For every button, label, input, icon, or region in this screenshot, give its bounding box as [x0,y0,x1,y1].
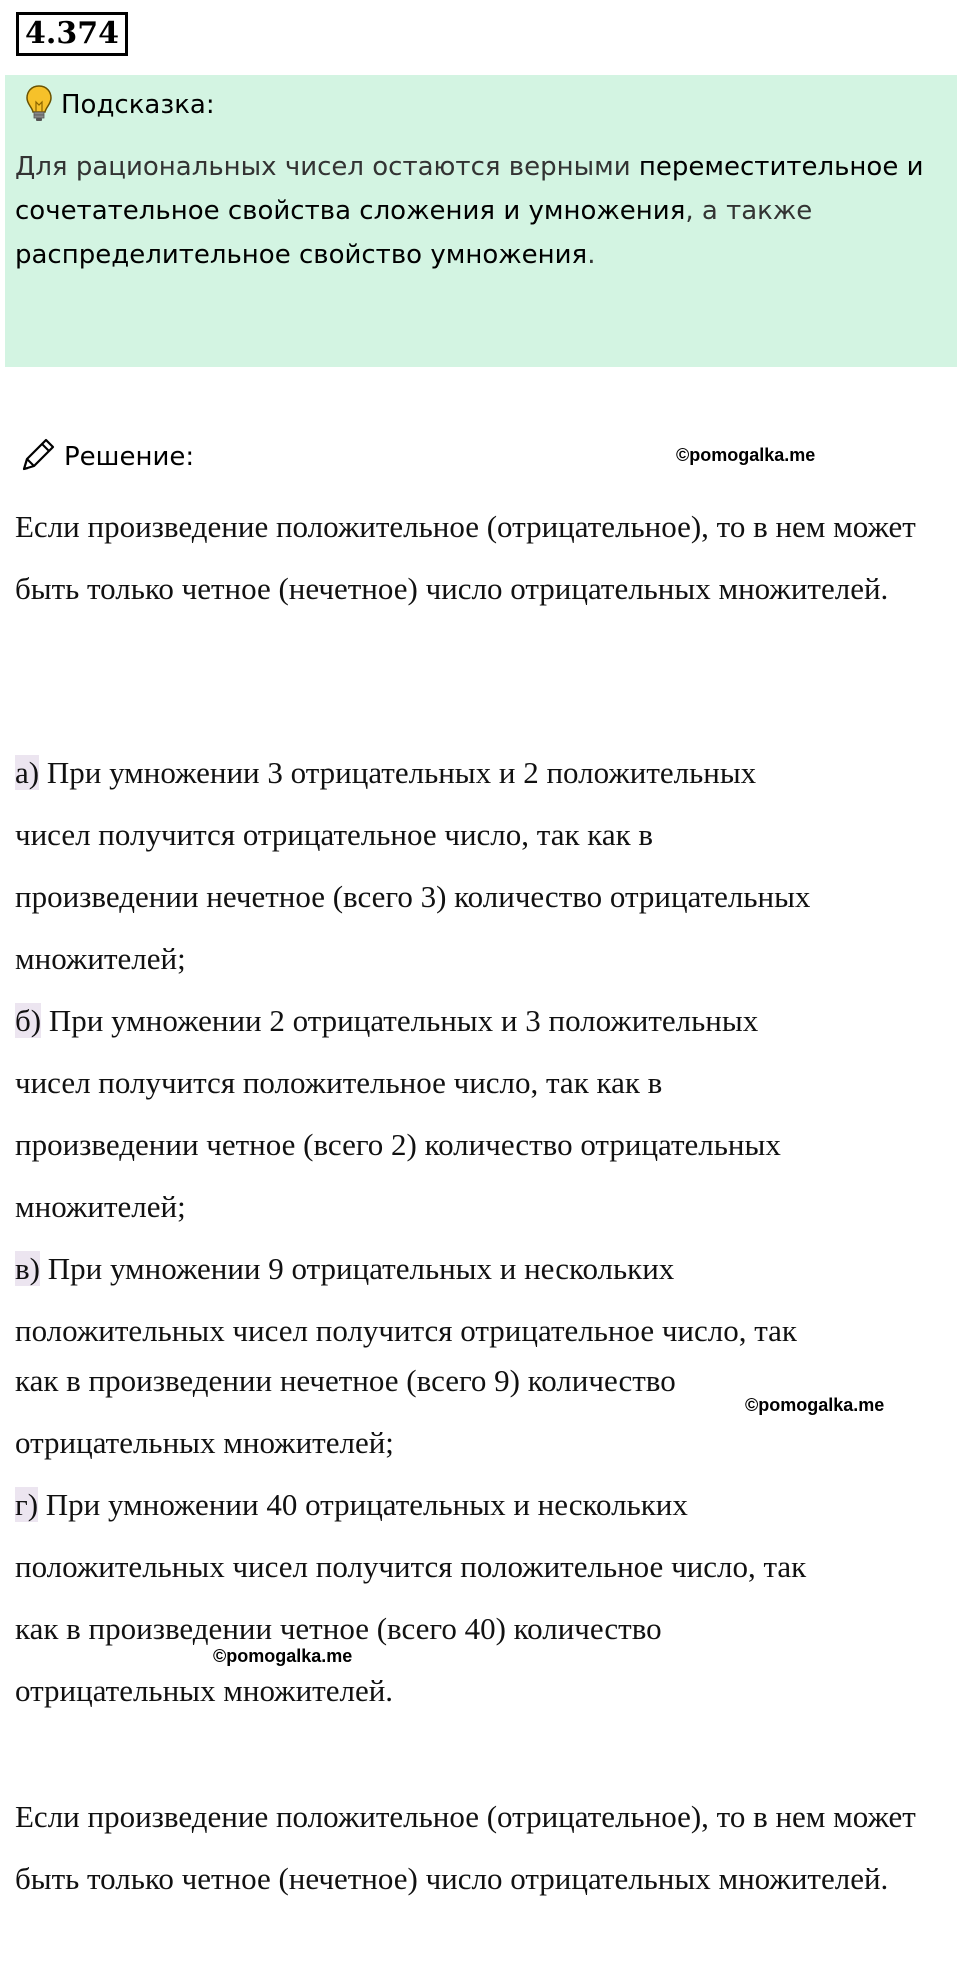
item-text: При умножении 2 отрицательных и 3 положительных [41,1003,759,1038]
item-text: При умножении 40 отрицательных и нескольких [38,1487,688,1522]
task-number: 4.374 [16,12,128,56]
list-item-line [15,1485,688,1525]
hint-text-emphasis: распределительное свойство умножения [15,240,588,270]
list-item-line: произведении нечетное (всего 3) количество отрицательных [15,879,811,914]
solution-conclusion: Если произведение положительное (отрицательное), то в нем может быть только четное (нечетное) число отрицательных множителей. [15,1799,916,1896]
list-item-line: как в произведении нечетное (всего 9) количество [15,1363,676,1398]
list-item-line: положительных чисел получится отрицательное число, так [15,1313,797,1348]
item-text: При умножении 9 отрицательных и нескольких [39,1251,675,1286]
item-marker: г) [15,1487,39,1522]
watermark: ©pomogalka.me [213,1646,353,1666]
item-marker: б) [15,1003,42,1038]
list-item-line: множителей; [15,1189,186,1224]
list-item-line [15,1001,758,1041]
list-item-line: отрицательных множителей. [15,1673,394,1708]
hint-header [25,85,215,125]
list-item-line: произведении четное (всего 2) количество отрицательных [15,1127,781,1162]
hint-text-plain: , а также [685,196,813,226]
item-marker: в) [15,1251,40,1286]
watermark: ©pomogalka.me [745,1395,885,1415]
hint-text-plain: Для рациональных чисел остаются верными [15,152,639,182]
list-item-line: множителей; [15,941,186,976]
list-item-line: положительных чисел получится положительное число, так [15,1549,807,1584]
hint-box [5,75,957,367]
list-item-line [15,753,756,793]
list-item-line: чисел получится положительное число, так как в [15,1065,663,1100]
list-item-line [15,1249,674,1289]
list-item-line: как в произведении четное (всего 40) количество [15,1611,662,1646]
list-item-line: чисел получится отрицательное число, так как в [15,817,654,852]
lightbulb-icon [25,84,53,127]
watermark: ©pomogalka.me [676,445,816,465]
solution-header [18,435,194,479]
hint-text [15,145,945,277]
list-item-line: отрицательных множителей; [15,1425,394,1460]
hint-text-plain: . [587,240,596,270]
solution-intro: Если произведение положительное (отрицательное), то в нем может быть только четное (нечетное) число отрицательных множителей. [15,509,916,606]
hint-text-emphasis: переместительное и сочетательное свойства сложения и умножения [15,152,924,226]
item-marker: а) [15,755,40,790]
hint-title: Подсказка: [61,90,215,120]
solution-title: Решение: [64,442,195,472]
pencil-icon [18,435,58,480]
item-text: При умножении 3 отрицательных и 2 положительных [39,755,757,790]
